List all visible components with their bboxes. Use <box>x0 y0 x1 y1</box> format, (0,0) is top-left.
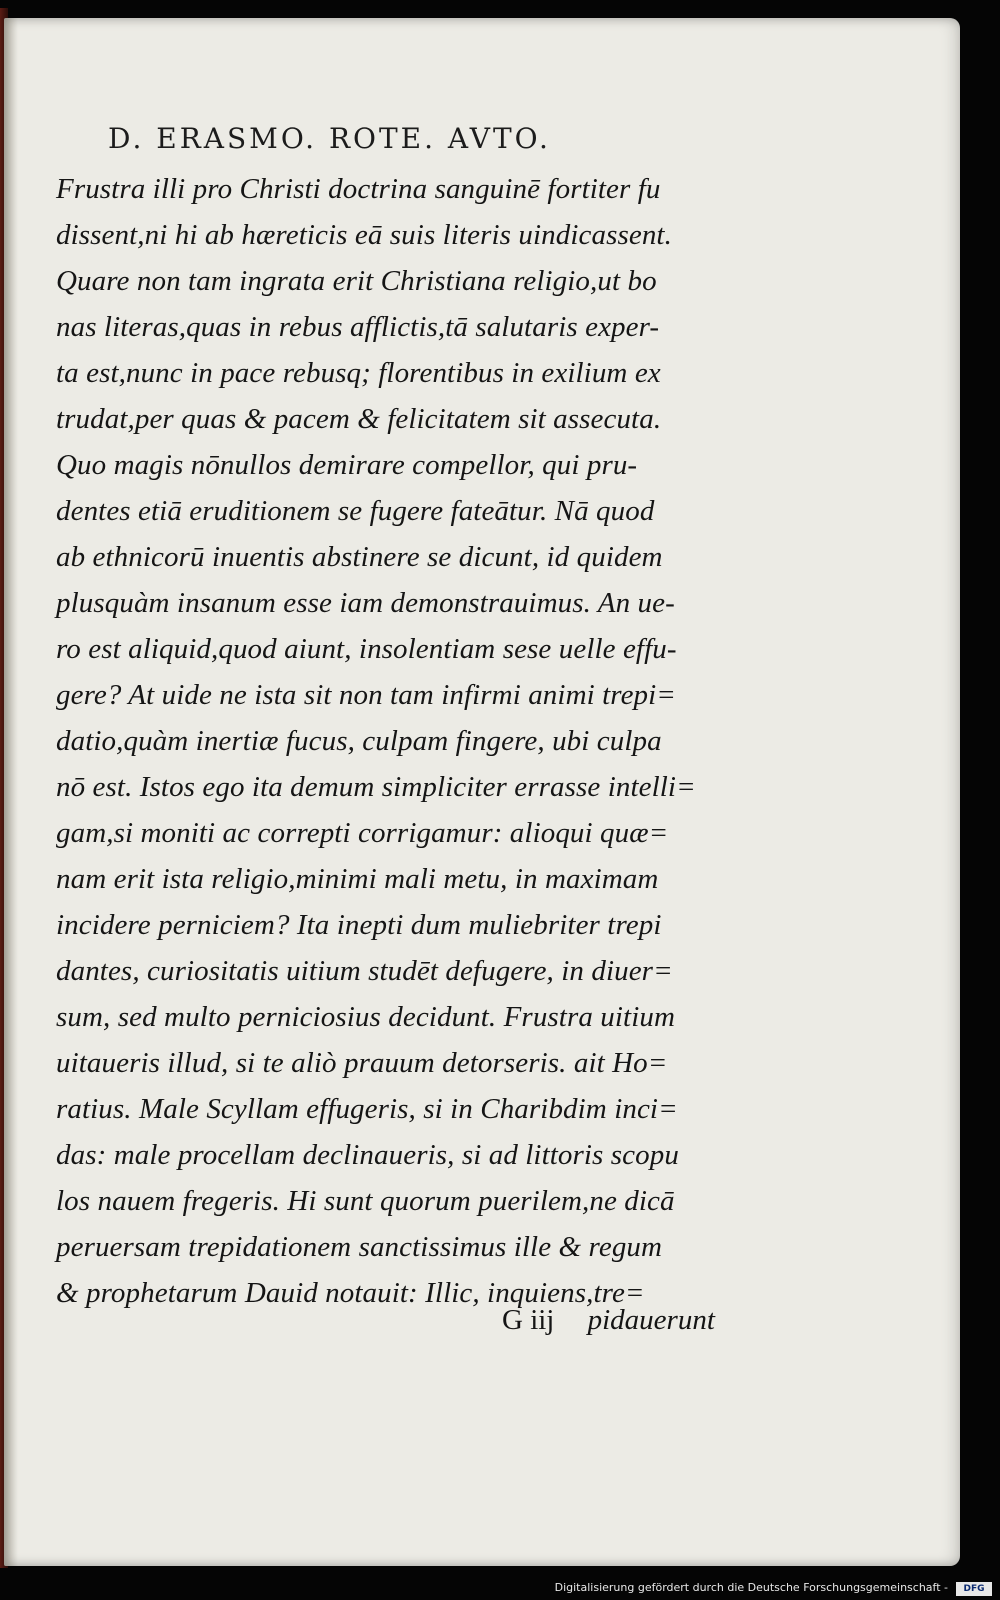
running-head: D. ERASMO. ROTE. AVTO. <box>108 122 551 155</box>
text-line: los nauem fregeris. Hi sunt quorum puerilem,ne dicā <box>56 1185 675 1217</box>
text-line: ratius. Male Scyllam effugeris, si in Charibdim inci= <box>56 1093 678 1125</box>
text-line: gam,si moniti ac correpti corrigamur: alioqui quæ= <box>56 817 669 849</box>
text-line: ta est,nunc in pace rebusq; florentibus in exilium ex <box>56 357 661 389</box>
text-line: sum, sed multo perniciosius decidunt. Frustra uitium <box>56 1001 676 1033</box>
text-line: plusquàm insanum esse iam demonstrauimus. An ue- <box>56 587 675 619</box>
signature-mark: G iij <box>502 1304 555 1336</box>
text-line: das: male procellam declinaueris, si ad littoris scopu <box>56 1139 679 1171</box>
text-line: gere? At uide ne ista sit non tam infirmi animi trepi= <box>56 679 676 711</box>
book-page <box>4 18 960 1566</box>
text-line: ro est aliquid,quod aiunt, insolentiam sese uelle effu- <box>56 633 677 665</box>
body-text <box>56 166 736 1316</box>
text-line: nō est. Istos ego ita demum simpliciter errasse intelli= <box>56 771 696 803</box>
text-line: Quare non tam ingrata erit Christiana religio,ut bo <box>56 265 657 297</box>
text-line: dentes etiā eruditionem se fugere fateātur. Nā quod <box>56 495 655 527</box>
text-line: & prophetarum Dauid notauit: Illic, inquiens,tre= <box>56 1277 645 1309</box>
catchword: pidauerunt <box>587 1304 715 1336</box>
digitization-credit: Digitalisierung gefördert durch die Deutsche Forschungsgemeinschaft - <box>554 1581 948 1594</box>
text-line: ab ethnicorū inuentis abstinere se dicunt, id quidem <box>56 541 663 573</box>
text-line: nas literas,quas in rebus afflictis,tā salutaris exper- <box>56 311 660 343</box>
text-line: dissent,ni hi ab hæreticis eā suis literis uindicassent. <box>56 219 672 251</box>
text-line: peruersam trepidationem sanctissimus ille & regum <box>56 1231 663 1263</box>
text-line: datio,quàm inertiæ fucus, culpam fingere, ubi culpa <box>56 725 662 757</box>
dfg-logo: DFG <box>956 1582 992 1596</box>
text-line: uitaueris illud, si te aliò prauum detorseris. ait Ho= <box>56 1047 668 1079</box>
text-line: trudat,per quas & pacem & felicitatem sit assecuta. <box>56 403 662 435</box>
text-line: Quo magis nōnullos demirare compellor, qui pru- <box>56 449 638 481</box>
text-line: nam erit ista religio,minimi mali metu, in maximam <box>56 863 659 895</box>
text-line: incidere perniciem? Ita inepti dum muliebriter trepi <box>56 909 662 941</box>
text-line: dantes, curiositatis uitium studēt defugere, in diuer= <box>56 955 673 987</box>
signature-catchword-line <box>502 1304 715 1337</box>
text-line: Frustra illi pro Christi doctrina sanguinē fortiter fu <box>56 173 661 205</box>
